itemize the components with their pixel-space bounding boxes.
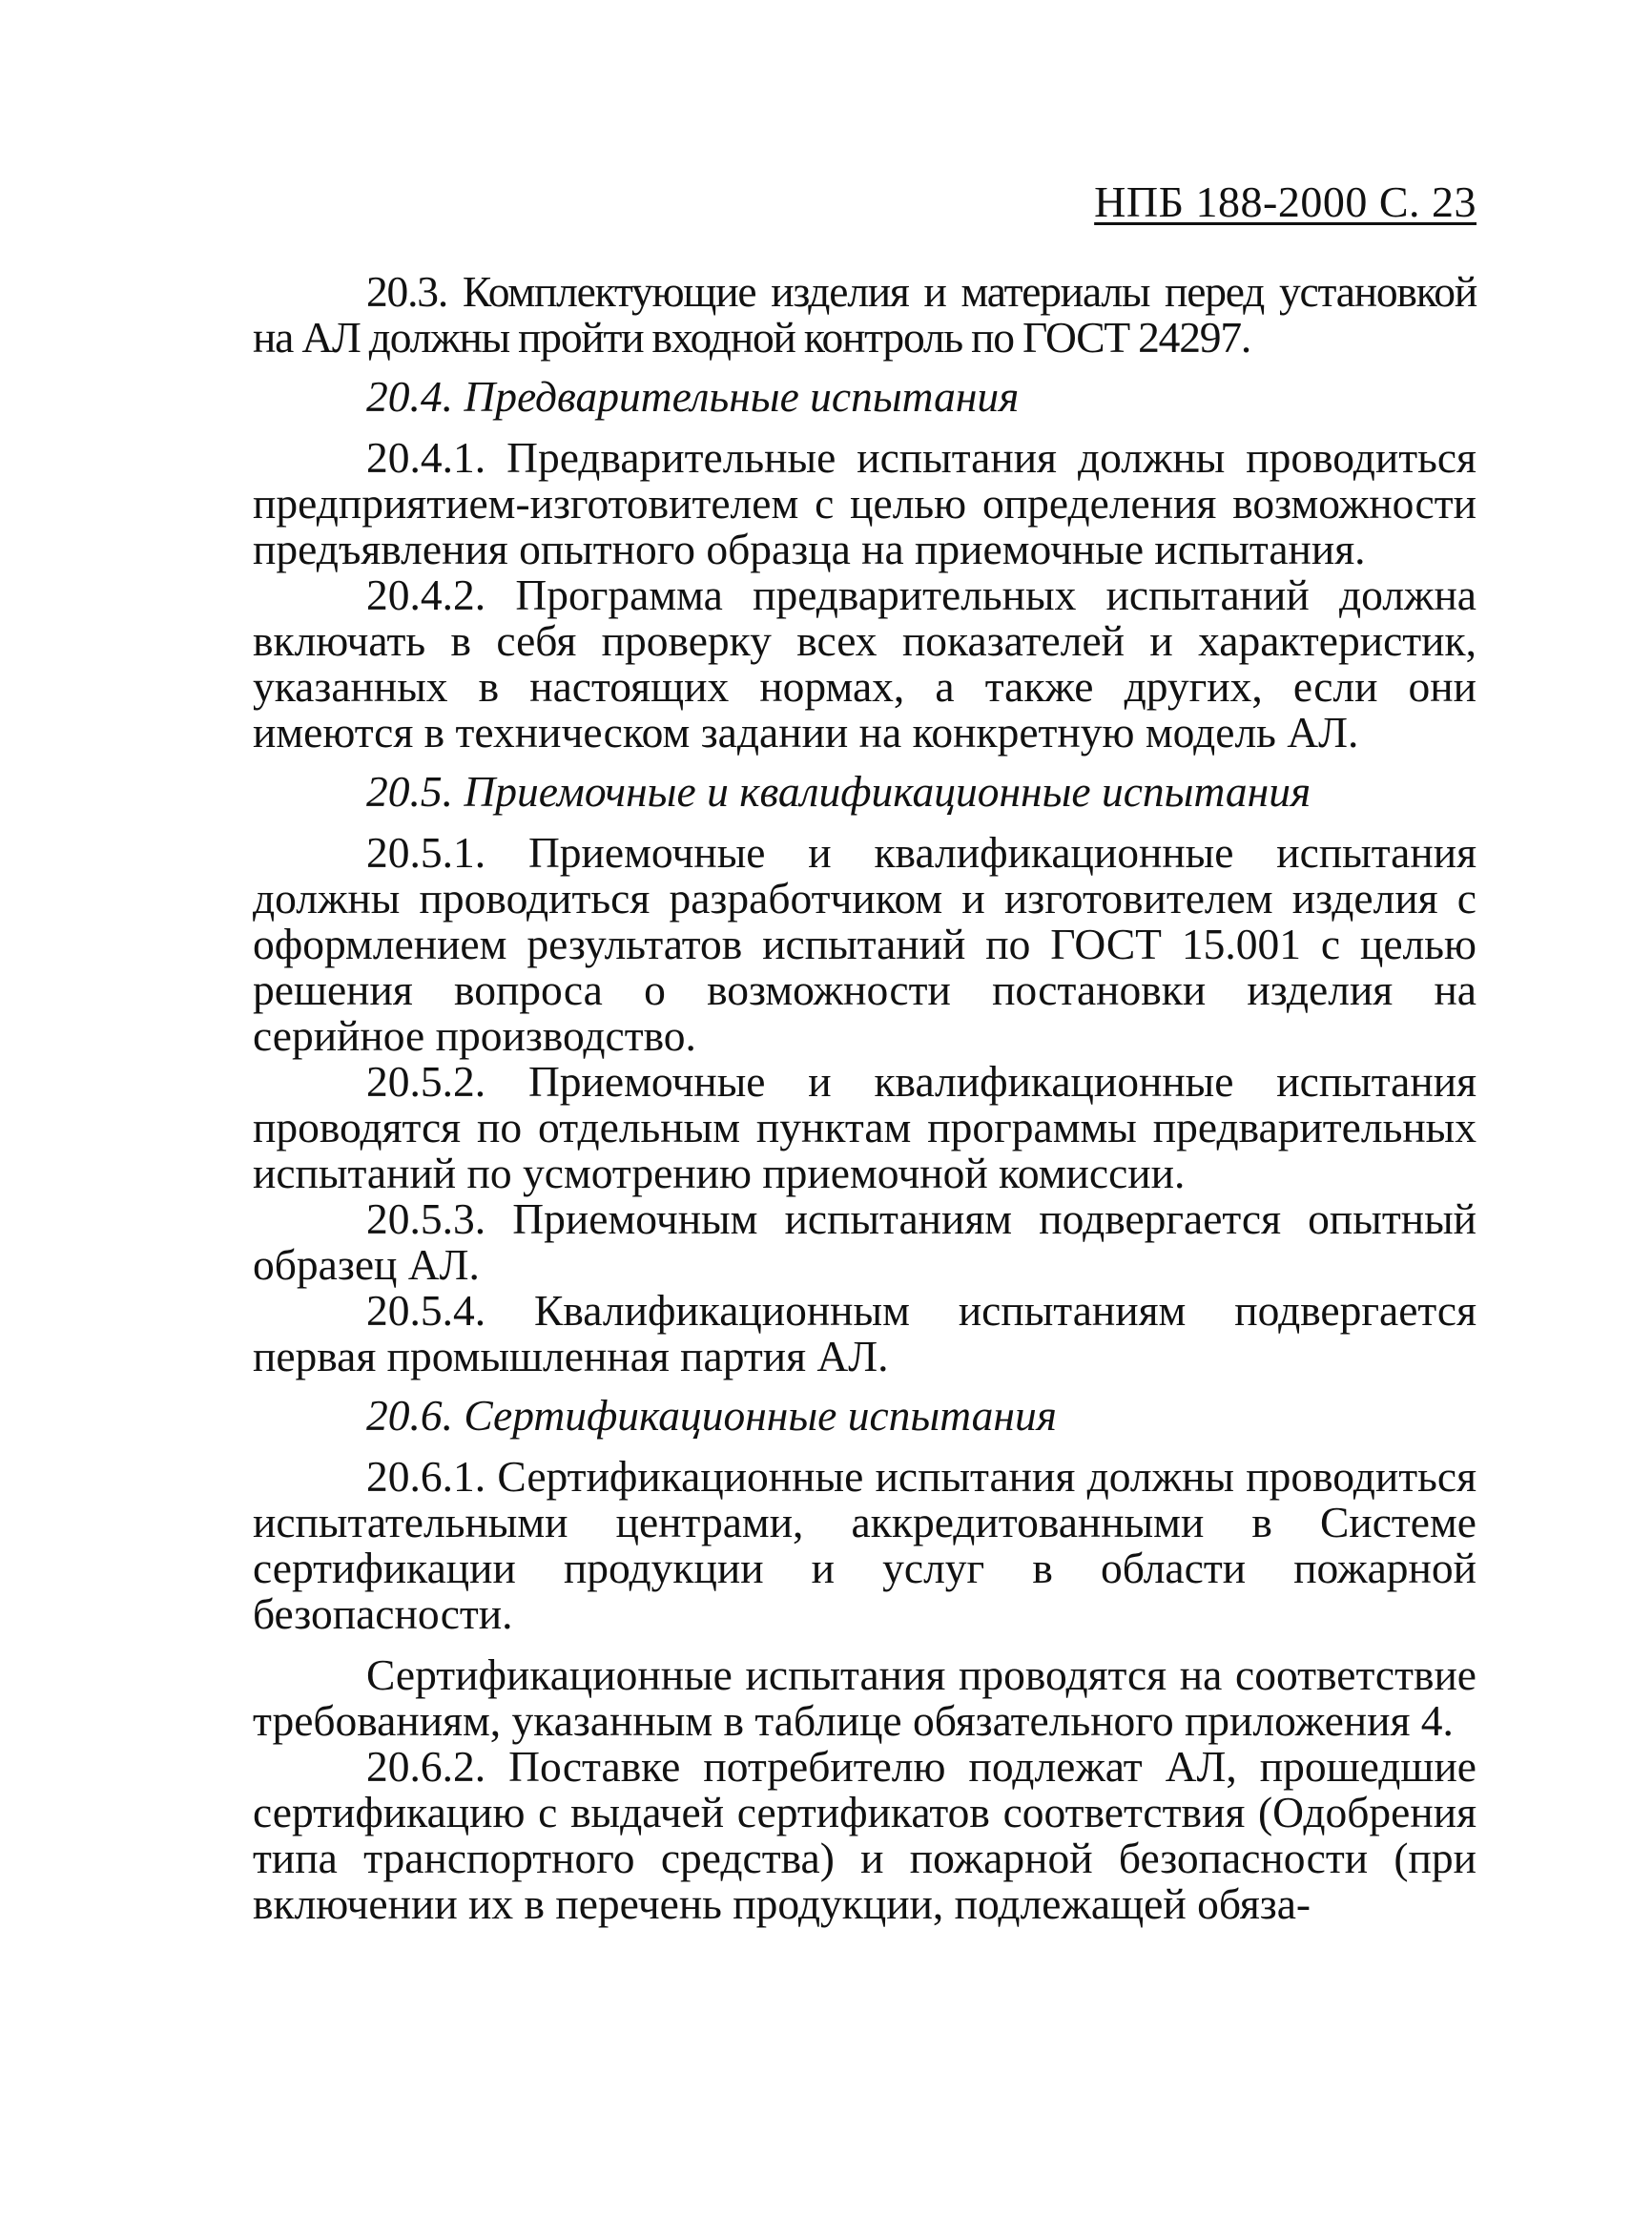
document-page: [253, 0, 1476, 2219]
section-heading-20-4: 20.4. Предварительные испытания: [366, 372, 1020, 421]
section-heading-20-5: 20.5. Приемочные и квалификационные испытания: [366, 767, 1311, 816]
paragraph-20-4-1: 20.4.1. Предварительные испытания должны проводиться предприятием-изготовителем с целью определения возможности предъявления опытного образца на приемочные испытания.: [253, 433, 1476, 573]
paragraph-20-4-2: 20.4.2. Программа предварительных испытаний должна включать в себя проверку всех показателей и характеристик, указанных в настоящих нормах, а также других, если они имеются в техническом задании на конкретную модель АЛ.: [253, 570, 1476, 757]
running-header: НПБ 188-2000 С. 23: [1094, 177, 1476, 226]
paragraph-20-5-1: 20.5.1. Приемочные и квалификационные испытания должны проводиться разработчиком и изготовителем изделия с оформлением результатов испытаний по ГОСТ 15.001 с целью решения вопроса о возможности постановки изделия на серийное производство.: [253, 828, 1476, 1060]
paragraph-20-6-2: 20.6.2. Поставке потребителю подлежат АЛ, прошедшие сертификацию с выдачей сертификатов соответствия (Одобрения типа транспортного средства) и пожарной безопасности (при включении их в перечень продукции, подлежащей обяза-: [253, 1742, 1476, 1928]
paragraph-20-6-1: 20.6.1. Сертификационные испытания должны проводиться испытательными центрами, аккредитованными в Системе сертификации продукции и услуг в области пожарной безопасности.: [253, 1452, 1476, 1638]
paragraph-20-5-4: 20.5.4. Квалификационным испытаниям подвергается первая промышленная партия АЛ.: [253, 1286, 1476, 1380]
paragraph-20-5-3: 20.5.3. Приемочным испытаниям подвергается опытный образец АЛ.: [253, 1194, 1476, 1289]
section-heading-20-6: 20.6. Сертификационные испытания: [366, 1391, 1057, 1440]
paragraph-20-6-1-continued: Сертификационные испытания проводятся на соответствие требованиям, указанным в таблице обязательного приложения 4.: [253, 1650, 1476, 1745]
body-text: [253, 269, 1476, 1927]
paragraph-20-3: 20.3. Комплектующие изделия и материалы перед установкой на АЛ должны пройти входной контроль по ГОСТ 24297.: [253, 267, 1476, 362]
paragraph-20-5-2: 20.5.2. Приемочные и квалификационные испытания проводятся по отдельным пунктам программы предварительных испытаний по усмотрению приемочной комиссии.: [253, 1057, 1476, 1197]
